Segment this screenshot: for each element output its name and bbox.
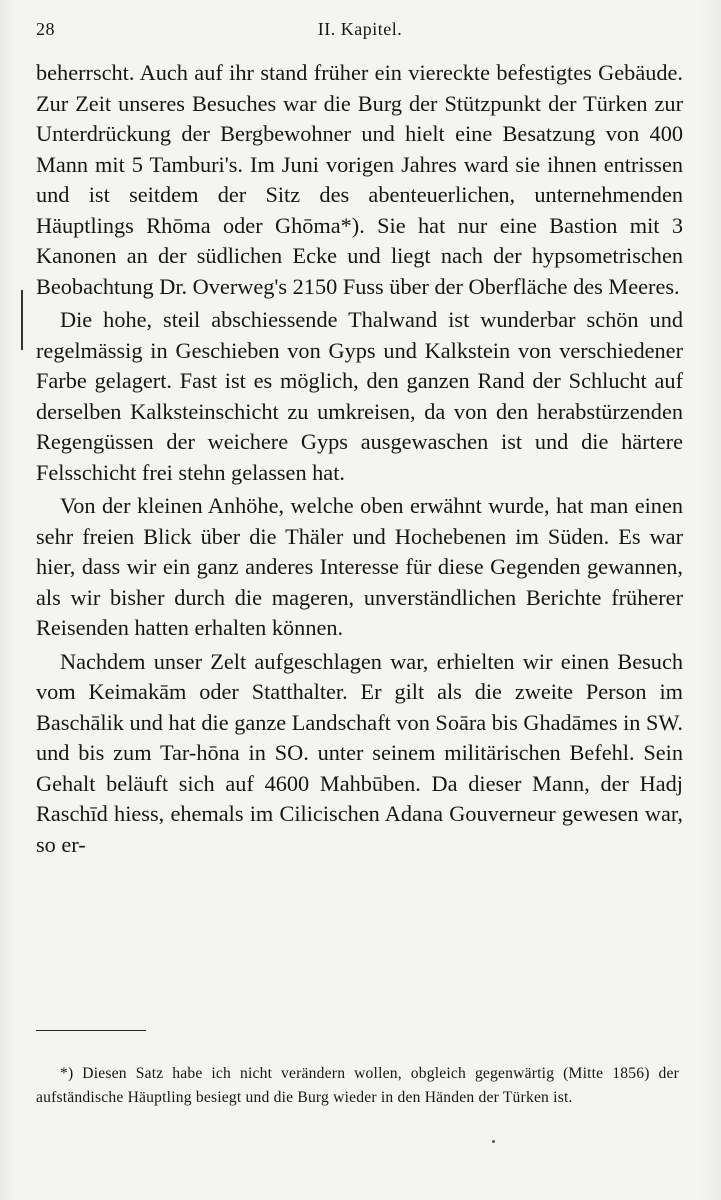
- body-text: [36, 58, 683, 860]
- paragraph-2: Die hohe, steil abschiessende Thalwand ist wunderbar schön und regelmässig in Geschieben von Gyps und Kalkstein von verschiedener Farbe gelagert. Fast ist es möglich, den ganzen Rand der Schlucht auf derselben Kalksteinschicht zu umkreisen, da von den herabstürzenden Regengüssen der weichere Gyps ausgewaschen ist und die härtere Felsschicht frei stehn gelassen hat.: [36, 307, 683, 485]
- paragraph-3: Von der kleinen Anhöhe, welche oben erwähnt wurde, hat man einen sehr freien Blick über die Thäler und Hochebenen im Süden. Es war hier, dass wir ein ganz anderes Interesse für diese Gegenden gewannen, als wir bisher durch die mageren, unverständlichen Berichte früherer Reisenden hatten erhalten können.: [36, 493, 683, 640]
- footnote: *) Diesen Satz habe ich nicht verändern wollen, obgleich gegenwärtig (Mitte 1856) der aufständische Häuptling besiegt und die Burg wieder in den Händen der Türken ist.: [36, 1065, 679, 1106]
- page-speck: [492, 1140, 495, 1143]
- paragraph-1: beherrscht. Auch auf ihr stand früher ein viereckte befestigtes Gebäude. Zur Zeit unseres Besuches war die Burg der Stützpunkt der Türken zur Unterdrückung der Bergbewohner und hielt eine Besatzung von 400 Mann mit 5 Tamburi's. Im Juni vorigen Jahres ward sie ihnen entrissen und ist seitdem der Sitz des abenteuerlichen, unternehmenden Häuptlings Rhōma oder Ghōma*). Sie hat nur eine Bastion mit 3 Kanonen an der südlichen Ecke und liegt nach der hypsometrischen Beobachtung Dr. Overweg's 2150 Fuss über der Oberfläche des Meeres.: [36, 60, 683, 299]
- page-header: [36, 19, 684, 47]
- margin-pencil-mark: [21, 290, 23, 350]
- page-number: 28: [36, 19, 55, 39]
- paragraph-4: Nachdem unser Zelt aufgeschlagen war, erhielten wir einen Besuch vom Keimakām oder Statthalter. Er gilt als die zweite Person im Baschālik und hat die ganze Landschaft von Soāra bis Ghadāmes in SW. und bis zum Tar-hōna in SO. unter seinem militärischen Befehl. Sein Gehalt beläuft sich auf 4600 Mahbūben. Da dieser Mann, der Hadj Raschīd hiess, ehemals im Cilicischen Adana Gouverneur gewesen war, so er-: [36, 648, 683, 857]
- running-head: II. Kapitel.: [317, 19, 403, 39]
- footnote-rule: [36, 1030, 146, 1031]
